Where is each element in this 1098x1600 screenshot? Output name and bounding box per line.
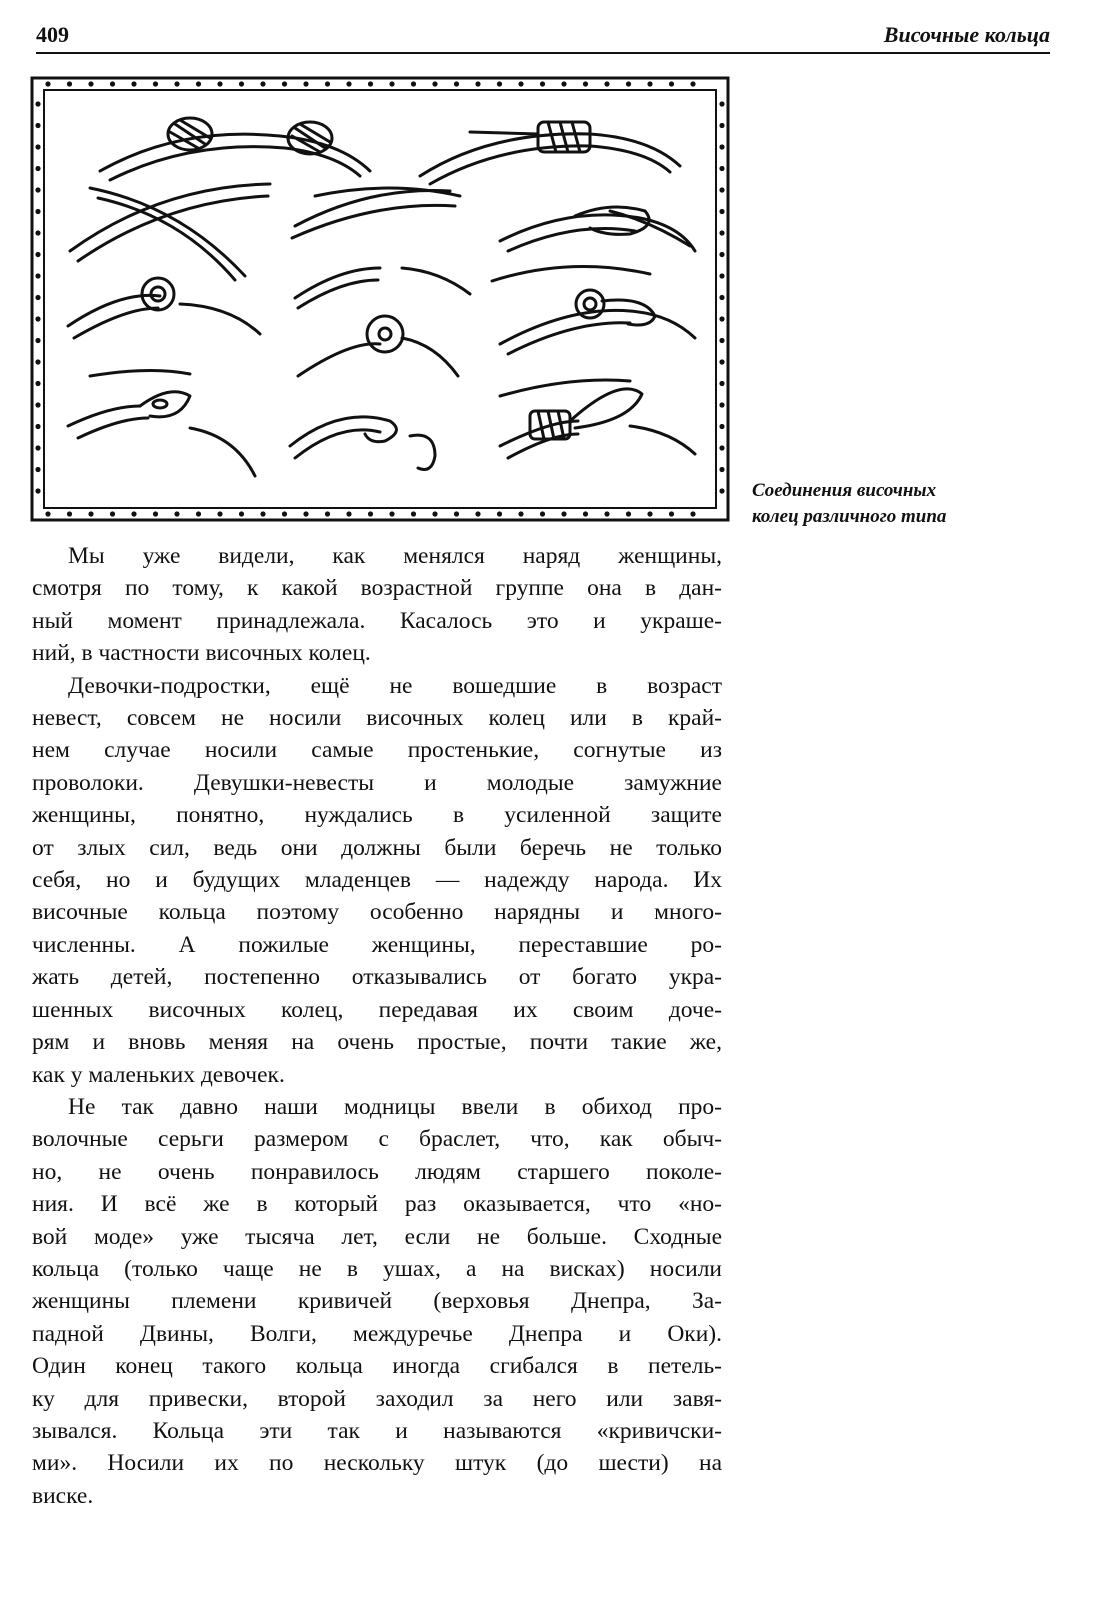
- frame-dot: [35, 252, 40, 257]
- text-line: себя, но и будущих младенцев — надежду народа. Их: [32, 867, 722, 894]
- body-text: [32, 540, 722, 1512]
- frame-dot: [604, 81, 609, 86]
- frame-dot: [475, 81, 480, 86]
- figure-caption: [752, 478, 1052, 530]
- frame-dot: [518, 511, 523, 516]
- frame-dot: [239, 81, 244, 86]
- frame-dot: [131, 511, 136, 516]
- text-line: Один конец такого кольца иногда сгибался в петель-: [32, 1353, 722, 1380]
- frame-dot: [35, 144, 40, 149]
- frame-dot: [35, 381, 40, 386]
- frame-dot: [35, 187, 40, 192]
- frame-dot: [647, 511, 652, 516]
- frame-dot: [45, 511, 50, 516]
- frame-dot: [719, 402, 724, 407]
- frame-dot: [35, 166, 40, 171]
- frame-dot: [67, 511, 72, 516]
- frame-dot: [454, 511, 459, 516]
- frame-dot: [174, 511, 179, 516]
- frame-dot: [411, 511, 416, 516]
- text-line: рям и вновь меняя на очень простые, почти такие же,: [32, 1029, 722, 1056]
- frame-dot: [35, 123, 40, 128]
- text-line: нем случае носили самые простенькие, согнутые из: [32, 737, 722, 764]
- frame-dot: [719, 381, 724, 386]
- frame-dot: [719, 445, 724, 450]
- frame-dot: [368, 81, 373, 86]
- frame-dot: [719, 209, 724, 214]
- frame-dot: [153, 81, 158, 86]
- frame-dot: [626, 81, 631, 86]
- frame-dot: [561, 81, 566, 86]
- frame-dot: [282, 81, 287, 86]
- frame-dot: [540, 511, 545, 516]
- ring-joints-drawing: [30, 76, 730, 522]
- paragraph: [32, 1091, 722, 1512]
- frame-dot: [719, 359, 724, 364]
- frame-dot: [35, 488, 40, 493]
- frame-dot: [719, 488, 724, 493]
- frame-dot: [282, 511, 287, 516]
- frame-dot: [719, 144, 724, 149]
- ring-joint-overlap: [292, 188, 460, 238]
- ring-joint-twisted-double: [100, 118, 370, 180]
- frame-dot: [346, 81, 351, 86]
- caption-line: Соединения височных: [752, 480, 937, 501]
- frame-dot: [35, 273, 40, 278]
- text-line: виске.: [32, 1482, 94, 1509]
- frame-dot: [88, 511, 93, 516]
- frame-dot: [217, 511, 222, 516]
- frame-dot: [67, 81, 72, 86]
- text-line: Девочки-подростки, ещё не вошедшие в возраст: [68, 672, 722, 699]
- frame-dot: [540, 81, 545, 86]
- frame-dot: [35, 101, 40, 106]
- frame-dot: [35, 338, 40, 343]
- ring-arc: [492, 266, 650, 281]
- frame-dot: [346, 511, 351, 516]
- text-line: Не так давно наши модницы ввели в обиход про-: [68, 1093, 722, 1120]
- frame-dot: [325, 511, 330, 516]
- frame-dot: [719, 101, 724, 106]
- frame-dot: [719, 273, 724, 278]
- frame-dot: [35, 424, 40, 429]
- paragraph: [32, 540, 722, 670]
- frame-dot: [626, 511, 631, 516]
- frame-dot: [719, 338, 724, 343]
- frame-dot: [389, 81, 394, 86]
- frame-dot: [196, 511, 201, 516]
- frame-dot: [35, 467, 40, 472]
- frame-dot: [719, 424, 724, 429]
- frame-dot: [719, 252, 724, 257]
- ring-arc: [90, 370, 190, 376]
- frame-dot: [604, 511, 609, 516]
- frame-dot: [35, 230, 40, 235]
- text-line: зывался. Кольца эти так и называются «кривичски-: [32, 1417, 722, 1444]
- frame-dot: [583, 81, 588, 86]
- frame-dot: [260, 81, 265, 86]
- ring-joint-spiral: [500, 290, 695, 354]
- frame-dot: [35, 445, 40, 450]
- text-line: височные кольца поэтому особенно нарядны и много-: [32, 899, 722, 926]
- frame-dot: [719, 187, 724, 192]
- frame-dot: [719, 467, 724, 472]
- frame-dot: [411, 81, 416, 86]
- ring-joint-eyelet: [298, 316, 458, 376]
- text-line: смотря по тому, к какой возрастной группе она в дан-: [32, 575, 722, 602]
- frame-dot: [196, 81, 201, 86]
- text-line: Мы уже видели, как менялся наряд женщины,: [68, 543, 722, 569]
- frame-dot: [454, 81, 459, 86]
- frame-dot: [432, 511, 437, 516]
- illustration-temple-ring-joints: [30, 76, 730, 522]
- frame-dot: [174, 81, 179, 86]
- frame-dot: [45, 81, 50, 86]
- frame-dot: [669, 81, 674, 86]
- frame-dot: [35, 402, 40, 407]
- text-line: численны. А пожилые женщины, переставшие ро-: [32, 931, 722, 958]
- text-line: ний, в частности височных колец.: [32, 640, 371, 667]
- frame-dot: [239, 511, 244, 516]
- text-line: от злых сил, ведь они должны были беречь не только: [32, 834, 722, 861]
- frame-dot: [303, 81, 308, 86]
- frame-dot: [303, 511, 308, 516]
- text-line: ный момент принадлежала. Касалось это и украше-: [32, 607, 722, 634]
- frame-dot: [690, 511, 695, 516]
- text-line: женщины, понятно, нуждались в усиленной защите: [32, 802, 722, 829]
- text-line: жать детей, постепенно отказывались от богато укра-: [32, 964, 722, 991]
- frame-dot: [561, 511, 566, 516]
- frame-dot: [432, 81, 437, 86]
- frame-dot: [669, 511, 674, 516]
- text-line: но, не очень понравилось людям старшего поколе-: [32, 1158, 722, 1185]
- frame-dot: [153, 511, 158, 516]
- frame-dot: [260, 511, 265, 516]
- frame-dot: [497, 81, 502, 86]
- frame-dot: [719, 123, 724, 128]
- frame-dot: [110, 511, 115, 516]
- text-line: шенных височных колец, передавая их своим доче-: [32, 996, 722, 1023]
- caption-line: колец различного типа: [752, 506, 947, 527]
- ring-joint-gap: [295, 268, 470, 308]
- ring-joint-crossed: [70, 184, 270, 280]
- frame-dot: [647, 81, 652, 86]
- frame-dot: [719, 295, 724, 300]
- frame-dot: [497, 511, 502, 516]
- frame-dot: [325, 81, 330, 86]
- text-line: вой моде» уже тысяча лет, если не больше. Сходные: [32, 1223, 722, 1250]
- frame-dot: [35, 295, 40, 300]
- frame-dot: [35, 359, 40, 364]
- frame-dot: [88, 81, 93, 86]
- ring-joint-wrapped: [420, 122, 680, 184]
- frame-dot: [719, 166, 724, 171]
- text-line: невест, совсем не носили височных колец или в край-: [32, 705, 722, 732]
- frame-dot: [719, 316, 724, 321]
- text-line: женщины племени кривичей (верховья Днепра, За-: [32, 1288, 722, 1315]
- frame-dot: [110, 81, 115, 86]
- text-line: падной Двины, Волги, междуречье Днепра и Оки).: [32, 1320, 722, 1347]
- paragraph: [32, 670, 722, 1091]
- frame-dot: [475, 511, 480, 516]
- frame-dot: [518, 81, 523, 86]
- frame-dot: [368, 511, 373, 516]
- text-line: ку для привески, второй заходил за него или завя-: [32, 1385, 722, 1412]
- running-head: [36, 20, 1050, 54]
- text-line: кольца (только чаще не в ушах, а на висках) носили: [32, 1255, 722, 1282]
- section-title: Височные кольца: [883, 22, 1050, 47]
- frame-dot: [690, 81, 695, 86]
- frame-dot: [217, 81, 222, 86]
- page-number: 409: [36, 22, 69, 47]
- text-line: ния. И всё же в который раз оказывается, что «но-: [32, 1191, 722, 1218]
- ring-joint-looped-wrap: [500, 389, 695, 458]
- text-line: проволоки. Девушки-невесты и молодые замужние: [32, 769, 722, 796]
- frame-dot: [35, 209, 40, 214]
- ring-joint-coil: [68, 278, 260, 338]
- frame-dot: [583, 511, 588, 516]
- frame-dot: [389, 511, 394, 516]
- ring-joint-s-hook: [290, 417, 435, 470]
- ring-joint-leaf: [68, 392, 255, 476]
- ring-joint-hook-loop: [500, 207, 695, 251]
- frame-dot: [131, 81, 136, 86]
- frame-dot: [35, 316, 40, 321]
- text-line: ми». Носили их по нескольку штук (до шести) на: [32, 1450, 722, 1477]
- frame-dot: [719, 230, 724, 235]
- text-line: волочные серьги размером с браслет, что, как обыч-: [32, 1126, 722, 1153]
- text-line: как у маленьких девочек.: [32, 1061, 285, 1088]
